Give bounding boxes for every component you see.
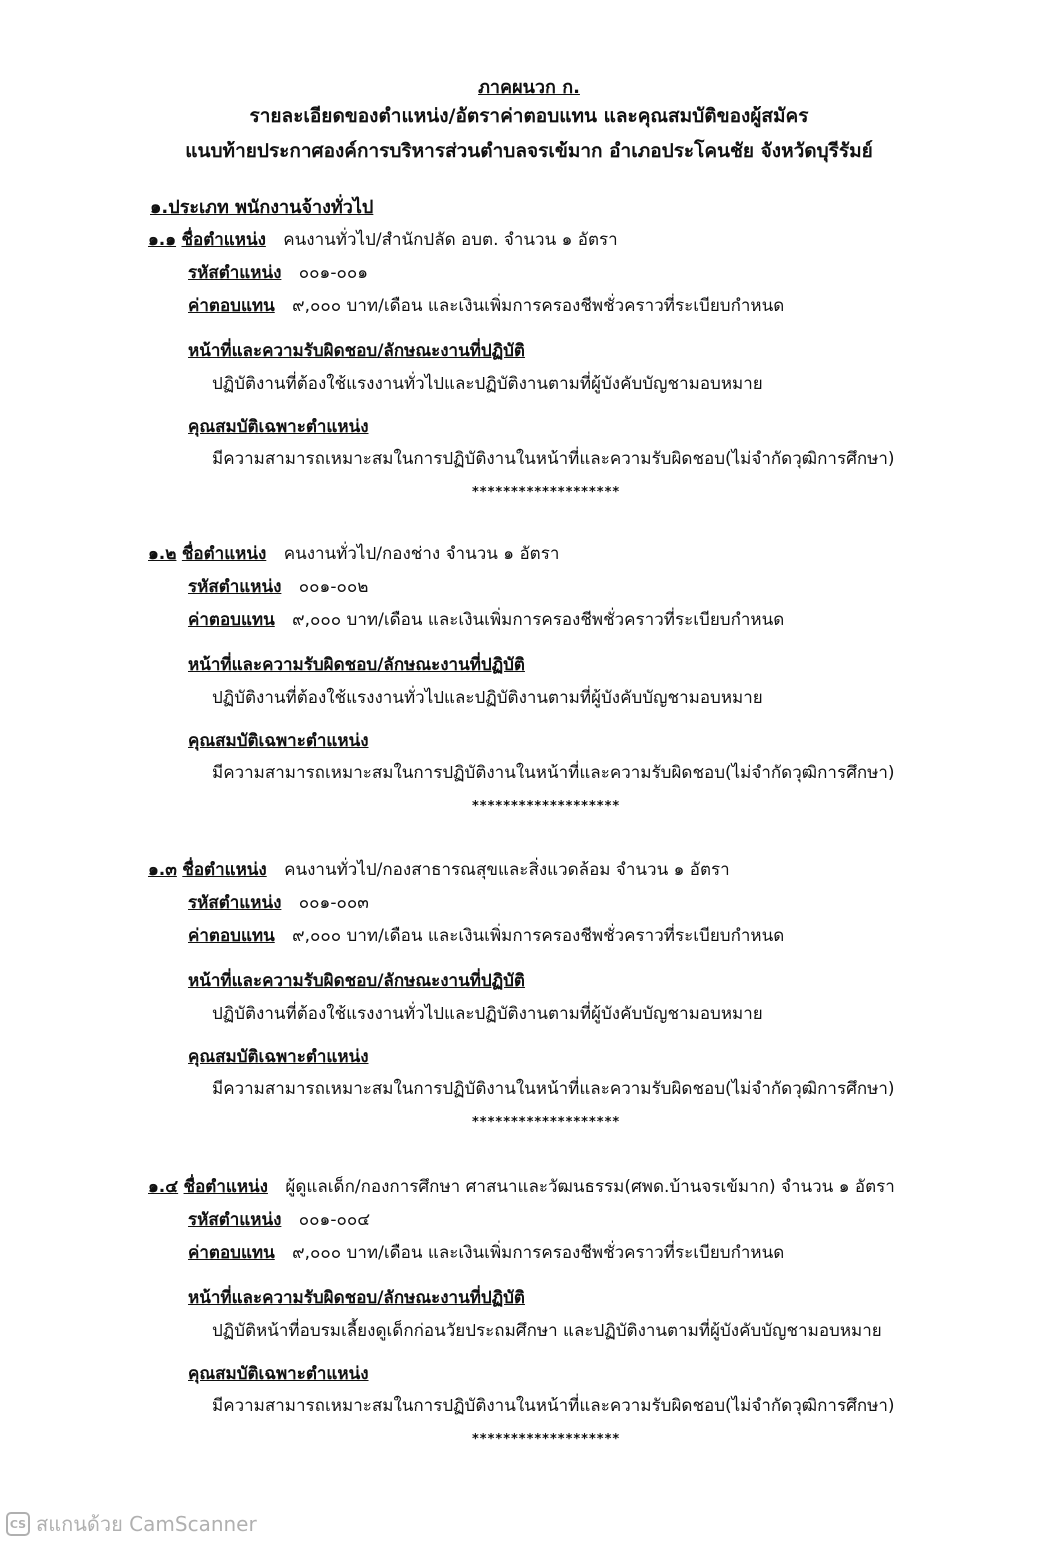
qualification-text: มีความสามารถเหมาะสมในการปฏิบัติงานในหน้าที่และความรับผิดชอบ(ไม่จำกัดวุฒิการศึกษา) (212, 449, 895, 469)
position-name-value: คนงานทั่วไป/กองช่าง จำนวน ๑ อัตรา (283, 544, 560, 564)
pay-label: ค่าตอบแทน (188, 610, 275, 630)
qualification-label: คุณสมบัติเฉพาะตำแหน่ง (188, 731, 369, 751)
appendix-title: ภาคผนวก ก. (478, 77, 580, 98)
duty-text: ปฏิบัติงานที่ต้องใช้แรงงานทั่วไปและปฏิบัติงานตามที่ผู้บังคับบัญชามอบหมาย (212, 1004, 763, 1024)
position-name-row (148, 540, 559, 567)
position-name-value: คนงานทั่วไป/สำนักปลัด อบต. จำนวน ๑ อัตรา (283, 230, 618, 250)
position-code-label: รหัสตำแหน่ง (188, 893, 282, 913)
duty-text: ปฏิบัติงานที่ต้องใช้แรงงานทั่วไปและปฏิบัติงานตามที่ผู้บังคับบัญชามอบหมาย (212, 374, 763, 394)
position-code-row (188, 259, 368, 286)
duty-label: หน้าที่และความรับผิดชอบ/ลักษณะงานที่ปฏิบัติ (188, 1288, 525, 1308)
qualification-text: มีความสามารถเหมาะสมในการปฏิบัติงานในหน้าที่และความรับผิดชอบ(ไม่จำกัดวุฒิการศึกษา) (212, 1396, 895, 1416)
pay-row (188, 1239, 784, 1266)
pay-label: ค่าตอบแทน (188, 926, 275, 946)
position-code-label: รหัสตำแหน่ง (188, 1210, 282, 1230)
position-number: ๑.๑ (148, 230, 177, 250)
qualification-text: มีความสามารถเหมาะสมในการปฏิบัติงานในหน้าที่และความรับผิดชอบ(ไม่จำกัดวุฒิการศึกษา) (212, 763, 895, 783)
position-code-value: ๐๐๑-๐๐๑ (298, 263, 369, 283)
watermark-text: สแกนด้วย CamScanner (36, 1512, 257, 1536)
section-separator: ******************* (472, 799, 621, 814)
section-separator: ******************* (472, 1432, 621, 1447)
position-code-value: ๐๐๑-๐๐๒ (298, 577, 369, 597)
position-number: ๑.๔ (148, 1177, 179, 1197)
category-heading: ๑.ประเภท พนักงานจ้างทั่วไป (150, 197, 374, 218)
position-name-row (148, 856, 730, 883)
position-name-row (148, 1173, 895, 1200)
duty-text: ปฏิบัติหน้าที่อบรมเลี้ยงดูเด็กก่อนวัยประถมศึกษา และปฏิบัติงานตามที่ผู้บังคับบัญชามอบหมาย (212, 1321, 882, 1341)
position-name-label: ชื่อตำแหน่ง (182, 860, 267, 880)
qualification-label: คุณสมบัติเฉพาะตำแหน่ง (188, 417, 369, 437)
position-name-label: ชื่อตำแหน่ง (181, 230, 266, 250)
pay-value: ๙,๐๐๐ บาท/เดือน และเงินเพิ่มการครองชีพชั่วคราวที่ระเบียบกำหนด (292, 1243, 785, 1263)
position-code-row (188, 573, 368, 600)
position-number: ๑.๒ (148, 544, 177, 564)
pay-value: ๙,๐๐๐ บาท/เดือน และเงินเพิ่มการครองชีพชั่วคราวที่ระเบียบกำหนด (292, 296, 785, 316)
position-code-value: ๐๐๑-๐๐๔ (298, 1210, 371, 1230)
qualification-text: มีความสามารถเหมาะสมในการปฏิบัติงานในหน้าที่และความรับผิดชอบ(ไม่จำกัดวุฒิการศึกษา) (212, 1079, 895, 1099)
document-title: รายละเอียดของตำแหน่ง/อัตราค่าตอบแทน และคุณสมบัติของผู้สมัคร (249, 105, 809, 127)
duty-label: หน้าที่และความรับผิดชอบ/ลักษณะงานที่ปฏิบัติ (188, 655, 525, 675)
pay-label: ค่าตอบแทน (188, 1243, 275, 1263)
position-name-value: ผู้ดูแลเด็ก/กองการศึกษา ศาสนาและวัฒนธรรม(ศพด.บ้านจรเข้มาก) จำนวน ๑ อัตรา (285, 1177, 895, 1197)
pay-value: ๙,๐๐๐ บาท/เดือน และเงินเพิ่มการครองชีพชั่วคราวที่ระเบียบกำหนด (292, 610, 785, 630)
duty-label: หน้าที่และความรับผิดชอบ/ลักษณะงานที่ปฏิบัติ (188, 341, 525, 361)
pay-value: ๙,๐๐๐ บาท/เดือน และเงินเพิ่มการครองชีพชั่วคราวที่ระเบียบกำหนด (292, 926, 785, 946)
document-subtitle: แนบท้ายประกาศองค์การบริหารส่วนตำบลจรเข้มาก อำเภอประโคนชัย จังหวัดบุรีรัมย์ (185, 140, 873, 162)
position-name-row (148, 226, 618, 253)
duty-label: หน้าที่และความรับผิดชอบ/ลักษณะงานที่ปฏิบัติ (188, 971, 525, 991)
position-code-label: รหัสตำแหน่ง (188, 577, 282, 597)
section-separator: ******************* (472, 1115, 621, 1130)
pay-label: ค่าตอบแทน (188, 296, 275, 316)
position-code-value: ๐๐๑-๐๐๓ (298, 893, 369, 913)
pay-row (188, 292, 784, 319)
position-name-label: ชื่อตำแหน่ง (183, 1177, 268, 1197)
pay-row (188, 922, 784, 949)
position-code-row (188, 889, 369, 916)
position-code-label: รหัสตำแหน่ง (188, 263, 282, 283)
position-name-value: คนงานทั่วไป/กองสาธารณสุขและสิ่งแวดล้อม จำนวน ๑ อัตรา (284, 860, 730, 880)
qualification-label: คุณสมบัติเฉพาะตำแหน่ง (188, 1364, 369, 1384)
scanner-watermark (6, 1508, 257, 1540)
qualification-label: คุณสมบัติเฉพาะตำแหน่ง (188, 1047, 369, 1067)
duty-text: ปฏิบัติงานที่ต้องใช้แรงงานทั่วไปและปฏิบัติงานตามที่ผู้บังคับบัญชามอบหมาย (212, 688, 763, 708)
position-code-row (188, 1206, 370, 1233)
pay-row (188, 606, 784, 633)
position-number: ๑.๓ (148, 860, 177, 880)
position-name-label: ชื่อตำแหน่ง (181, 544, 267, 564)
section-separator: ******************* (472, 485, 621, 500)
camscanner-logo-icon: CS (6, 1512, 30, 1536)
